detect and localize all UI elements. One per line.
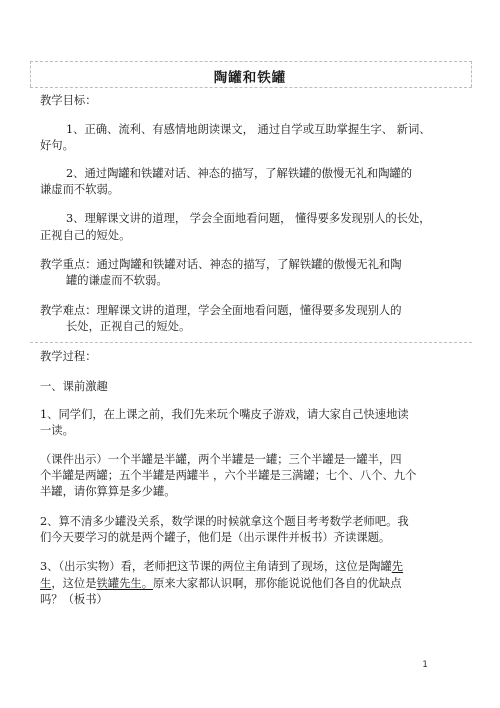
goal-2-line-2: 谦虚而不软弱。 [40,183,120,196]
paragraph-1-line-2: 一读。 [40,424,74,437]
paragraph-2-line-1: （课件出示）一个半罐是半罐，两个半罐是一罐；三个半罐是一罐半，四 [40,453,402,466]
difficult-point-line-2: 长处，正视自己的短处。 [66,320,191,333]
goal-1-line-2: 好句。 [40,139,74,152]
title-divider [30,87,472,88]
paragraph-3-line-2: 们今天要学习的就是两个罐子，他们是（出示课件并板书）齐读课题。 [40,531,391,544]
paragraph-4-line-1 [40,560,403,574]
text-fragment: ，这位是 [51,577,97,590]
goals-label: 教学目标： [40,94,97,107]
paragraph-2-line-2: 个半罐是两罐；五个半罐是两罐半 ，六个半罐是三满罐；七个、八个、九个 [40,469,417,482]
text-fragment: 原来大家都认识啊，那你能说说他们各自的优缺点 [153,577,402,590]
section-1-heading: 一、课前激趣 [40,380,108,393]
paragraph-4-line-2 [40,577,402,591]
underlined-word: 铁罐先生。 [96,577,154,590]
paragraph-4-line-3: 吗？（板书） [40,593,108,606]
key-point-line-2: 罐的谦虚而不软弱。 [66,274,168,287]
goal-2-line-1: 2、通过陶罐和铁罐对话、神态的描写，了解铁罐的傲慢无礼和陶罐的 [66,167,413,180]
key-point-line-1: 教学重点：通过陶罐和铁罐对话、神态的描写，了解铁罐的傲慢无礼和陶 [40,258,402,271]
goal-3-line-2: 正视自己的短处。 [40,229,131,242]
process-divider [30,342,472,343]
paragraph-3-line-1: 2、算不清多少罐没关系，数学课的时候就拿这个题目考考数学老师吧。我 [40,515,409,528]
difficult-point-line-1: 教学难点：理解课文讲的道理，学会全面地看问题，懂得要多发现别人的 [40,304,402,317]
process-label: 教学过程： [40,350,97,363]
paragraph-4-line-1-text: 3、（出示实物）看，老师把这节课的两位主角请到了现场，这位是陶罐 [40,560,392,573]
goal-1-line-1: 1、正确、流利、有感情地朗读课文， 通过自学或互助掌握生字、 新词、 [66,123,431,136]
paragraph-1-line-1: 1、同学们，在上课之前，我们先来玩个嘴皮子游戏，请大家自己快速地读 [40,408,409,421]
top-border [30,61,472,62]
underlined-word: 先 [391,560,404,573]
page-title: 陶罐和铁罐 [213,70,287,86]
underlined-word: 生 [40,577,52,590]
goal-3-line-1: 3、理解课文讲的道理， 学会全面地看问题， 懂得要多发现别人的长处， [66,212,431,225]
page-number: 1 [422,660,428,670]
paragraph-2-line-3: 半罐，请你算算是多少罐。 [40,485,176,498]
